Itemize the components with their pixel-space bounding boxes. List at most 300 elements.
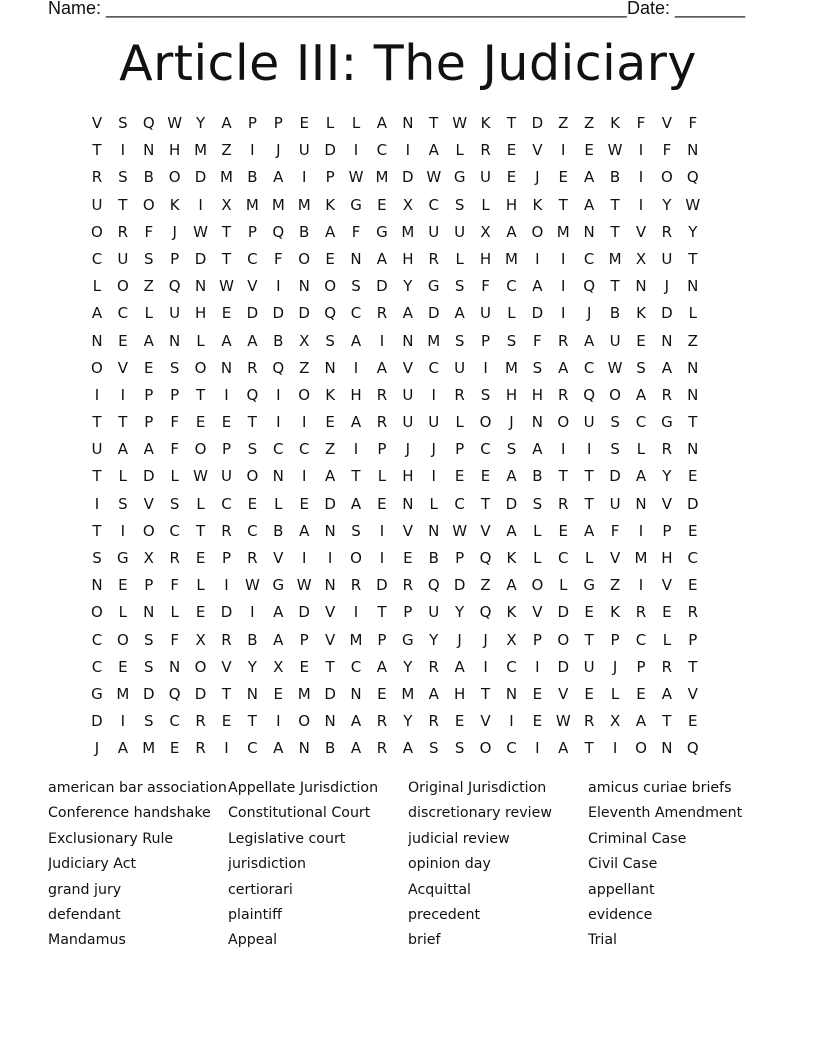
grid-letter: J [276,141,281,160]
grid-letter: H [402,249,414,268]
grid-letter: T [506,114,517,132]
word-bank-item: Acquittal [408,881,471,898]
grid-row [84,328,732,355]
grid-letter: A [428,141,439,160]
grid-letter: N [272,467,284,486]
grid-letter: L [170,603,179,622]
grid-letter: K [610,114,620,132]
grid-letter: I [561,277,566,296]
grid-letter: A [661,358,673,377]
grid-letter: L [559,576,568,595]
grid-letter: N [324,358,336,377]
grid-letter: I [353,603,359,622]
grid-letter: T [325,657,335,676]
grid-letter: U [480,168,492,187]
grid-letter: Q [168,277,181,296]
grid-letter: R [221,630,232,649]
grid-letter: D [272,304,285,323]
grid-letter: N [635,277,647,296]
word-bank-item: opinion day [408,856,491,873]
grid-letter: E [118,576,128,595]
grid-letter: D [142,467,155,486]
grid-letter: S [92,549,102,567]
grid-row [84,681,732,708]
grid-letter: Y [403,277,413,296]
word-bank-item: Trial [588,932,617,949]
grid-letter: U [609,494,621,513]
grid-letter: K [325,385,336,404]
grid-letter: V [635,222,647,241]
grid-letter: A [91,304,103,323]
grid-letter: M [245,195,259,214]
grid-letter: S [144,657,154,676]
grid-letter: F [688,114,698,132]
grid-letter: T [688,413,698,432]
grid-row [84,355,732,382]
grid-letter: A [350,739,362,758]
grid-letter: P [662,521,672,540]
grid-letter: H [479,249,492,268]
grid-letter: E [662,603,672,622]
grid-letter: I [120,385,126,404]
grid-letter: O [660,168,673,187]
grid-letter: A [273,630,284,649]
grid-letter: L [533,521,542,540]
grid-row [84,273,732,300]
grid-letter: E [325,413,335,432]
word-bank-item: judicial review [408,830,510,847]
grid-letter: F [662,141,672,160]
grid-letter: T [92,521,102,540]
grid-letter: C [635,413,647,432]
grid-letter: F [144,222,154,241]
grid-letter: K [506,603,517,622]
grid-letter: A [402,739,413,758]
grid-letter: V [324,630,336,649]
grid-row [84,599,732,626]
word-bank-item: Judiciary Act [48,856,137,873]
grid-letter: M [194,141,208,160]
grid-letter: P [221,440,231,459]
grid-letter: C [583,249,595,268]
grid-letter: U [402,385,414,404]
grid-letter: K [532,195,543,214]
grid-letter: X [273,657,284,676]
grid-letter: B [532,467,543,486]
grid-letter: I [509,712,514,731]
grid-letter: O [298,385,311,404]
grid-letter: R [402,576,414,595]
word-bank-item: brief [408,932,441,949]
grid-letter: T [662,712,672,731]
grid-letter: M [349,630,363,649]
grid-letter: T [480,684,491,703]
grid-letter: R [558,331,569,350]
grid-letter: D [324,494,336,513]
grid-letter: U [91,440,103,459]
grid-letter: F [481,277,490,296]
grid-letter: X [609,712,621,731]
word-bank-item: defendant [48,906,121,923]
grid-letter: T [480,494,491,513]
grid-letter: D [557,657,570,676]
grid-letter: I [120,521,126,540]
grid-letter: D [194,684,207,703]
grid-letter: O [479,739,492,758]
grid-letter: C [480,440,491,459]
grid-letter: M [297,684,311,703]
grid-letter: D [531,304,544,323]
grid-letter: E [221,413,232,432]
grid-letter: S [247,440,258,459]
grid-letter: I [483,358,488,377]
grid-letter: Q [142,114,155,132]
grid-letter: Z [584,114,595,132]
header [48,0,748,20]
grid-letter: U [428,222,440,241]
grid-letter: I [638,141,644,160]
grid-letter: N [687,141,699,160]
grid-letter: J [586,304,592,323]
grid-row [84,491,732,518]
grid-letter: V [687,684,698,703]
grid-letter: I [224,576,229,595]
grid-letter: M [504,249,518,268]
grid-letter: C [428,358,439,377]
grid-letter: V [661,576,673,595]
grid-letter: B [273,521,284,540]
grid-letter: W [607,141,623,160]
grid-letter: Z [609,576,621,595]
grid-letter: Q [272,222,285,241]
grid-letter: C [273,440,284,459]
grid-letter: T [92,467,102,486]
grid-letter: H [661,549,673,567]
grid-letter: C [247,249,258,268]
grid-letter: D [246,304,259,323]
grid-letter: J [94,739,100,758]
grid-letter: N [661,331,673,350]
grid-letter: E [584,603,594,622]
grid-letter: V [221,657,232,676]
word-bank-item: grand jury [48,881,122,898]
grid-letter: D [376,576,388,595]
grid-row [84,300,732,327]
grid-letter: D [220,603,233,622]
grid-letter: C [583,358,595,377]
grid-letter: L [455,249,464,268]
grid-letter: D [324,684,336,703]
grid-letter: I [301,168,307,187]
grid-letter: T [610,195,620,214]
grid-letter: N [169,331,181,350]
grid-letter: M [556,222,570,241]
grid-letter: I [94,385,100,404]
grid-letter: W [193,467,208,486]
grid-letter: A [221,331,232,350]
grid-letter: D [298,304,310,323]
grid-letter: G [402,630,414,649]
grid-row [84,219,732,246]
grid-letter: E [688,712,698,731]
grid-letter: X [480,222,491,241]
grid-letter: Z [143,277,154,296]
word-bank-item: Original Jurisdiction [408,780,547,796]
grid-letter: Q [272,358,285,377]
grid-letter: M [297,195,311,214]
grid-letter: E [403,549,413,567]
grid-letter: F [170,630,179,649]
grid-letter: R [428,657,439,676]
grid-letter: L [507,304,516,323]
grid-letter: R [350,576,362,595]
grid-letter: C [247,739,258,758]
grid-letter: P [247,114,257,132]
grid-letter: T [558,195,568,214]
grid-letter: A [324,467,336,486]
grid-letter: O [91,222,103,241]
grid-letter: F [170,440,179,459]
grid-letter: A [635,467,647,486]
letter-grid [84,110,732,763]
word-bank-item: amicus curiae briefs [588,780,732,796]
grid-letter: L [584,549,594,567]
grid-letter: F [273,249,283,268]
word-bank-row [48,878,768,903]
grid-letter: I [431,385,436,404]
grid-letter: X [506,630,517,649]
grid-letter: E [195,603,206,622]
grid-letter: Y [403,657,413,676]
grid-letter: R [558,385,569,404]
grid-letter: I [301,413,307,432]
grid-letter: G [350,195,362,214]
grid-letter: A [506,222,517,241]
grid-letter: T [610,277,620,296]
grid-letter: B [324,739,336,758]
grid-letter: W [167,114,183,132]
grid-letter: R [376,413,388,432]
name-field-label: Name: ____________________________________________________ [48,0,627,18]
grid-letter: U [583,657,595,676]
grid-letter: A [117,739,128,758]
grid-letter: E [584,684,594,703]
grid-letter: R [661,440,673,459]
grid-letter: A [532,440,543,459]
grid-letter: D [142,684,155,703]
grid-letter: C [91,249,103,268]
word-bank-item: jurisdiction [228,856,307,873]
grid-letter: A [558,739,569,758]
grid-letter: U [117,249,129,268]
grid-letter: V [402,358,413,377]
grid-letter: A [350,331,362,350]
grid-letter: R [117,222,129,241]
grid-letter: N [661,739,673,758]
grid-letter: P [455,440,465,459]
grid-letter: G [453,168,466,187]
grid-letter: D [298,603,310,622]
grid-row [84,735,732,762]
grid-letter: C [558,549,569,567]
grid-letter: P [377,440,387,459]
grid-letter: N [687,358,699,377]
grid-letter: E [506,141,517,160]
grid-letter: W [296,576,312,595]
grid-letter: Z [324,440,336,459]
grid-letter: F [533,331,542,350]
grid-letter: E [299,114,309,132]
grid-letter: A [402,304,413,323]
word-bank-item: evidence [588,906,653,923]
grid-letter: T [429,114,439,132]
grid-letter: E [299,494,309,513]
grid-letter: P [144,413,154,432]
grid-letter: W [426,168,442,187]
grid-letter: S [636,358,646,377]
grid-letter: U [298,141,310,160]
grid-letter: B [428,549,439,567]
grid-letter: D [194,249,207,268]
grid-letter: N [194,277,207,296]
grid-letter: R [91,168,103,187]
grid-letter: N [298,739,310,758]
grid-letter: S [532,358,543,377]
grid-letter: U [220,467,232,486]
grid-letter: S [506,331,517,350]
grid-letter: C [350,657,362,676]
grid-letter: I [638,576,644,595]
grid-letter: C [169,712,180,731]
grid-letter: N [143,603,155,622]
grid-letter: E [558,168,568,187]
grid-letter: V [532,141,543,160]
grid-letter: R [480,141,491,160]
grid-letter: O [194,358,207,377]
grid-letter: Y [195,114,206,132]
grid-letter: D [427,304,440,323]
grid-letter: I [353,440,359,459]
grid-letter: I [224,739,229,758]
grid-letter: T [584,494,594,513]
grid-letter: Y [247,657,257,676]
grid-letter: P [377,630,387,649]
grid-letter: O [194,657,207,676]
grid-letter: P [170,249,180,268]
word-bank-item: Criminal Case [588,830,687,847]
grid-row [84,572,732,599]
grid-letter: P [299,630,309,649]
grid-letter: N [687,440,699,459]
grid-letter: H [402,467,414,486]
grid-letter: V [532,603,543,622]
grid-letter: J [612,657,618,676]
grid-letter: W [193,222,208,241]
grid-letter: G [272,576,285,595]
grid-letter: N [402,114,414,132]
grid-letter: T [195,385,206,404]
grid-letter: U [428,413,440,432]
grid-letter: E [377,684,387,703]
grid-letter: C [247,521,258,540]
grid-letter: T [610,222,620,241]
grid-letter: E [247,494,258,513]
grid-letter: O [479,413,492,432]
grid-letter: Z [687,331,698,350]
word-bank [48,776,768,954]
grid-letter: D [609,467,621,486]
grid-letter: B [609,304,621,323]
grid-letter: G [427,277,440,296]
page-title: Article III: The Judiciary [119,35,697,92]
grid-letter: I [535,739,540,758]
grid-letter: A [376,249,388,268]
grid-letter: N [324,521,336,540]
grid-letter: L [196,494,205,513]
grid-letter: U [480,304,492,323]
grid-letter: V [661,114,673,132]
grid-letter: J [172,222,177,241]
grid-letter: S [454,195,465,214]
grid-letter: U [454,222,466,241]
grid-letter: Q [168,684,181,703]
grid-letter: N [91,331,103,350]
grid-row [84,463,732,490]
grid-letter: C [635,630,647,649]
grid-letter: Z [299,358,310,377]
grid-letter: U [583,413,595,432]
grid-letter: O [298,712,311,731]
grid-row [84,164,732,191]
grid-letter: T [195,521,206,540]
grid-letter: I [276,712,281,731]
word-bank-item: discretionary review [408,805,552,822]
grid-letter: A [117,440,128,459]
grid-letter: U [661,249,673,268]
grid-letter: E [377,195,387,214]
grid-letter: T [688,657,698,676]
grid-letter: L [533,549,542,567]
grid-row [84,627,732,654]
grid-letter: P [170,385,180,404]
grid-letter: D [505,494,518,513]
grid-letter: H [169,141,181,160]
grid-letter: D [376,277,388,296]
grid-letter: K [480,114,491,132]
grid-letter: N [91,576,103,595]
word-bank-row [48,801,768,826]
grid-letter: M [271,195,285,214]
grid-letter: A [584,195,595,214]
grid-letter: H [505,385,518,404]
grid-letter: J [664,277,670,296]
grid-letter: P [481,331,491,350]
grid-letter: W [452,114,468,132]
grid-letter: R [195,712,206,731]
grid-letter: N [402,494,414,513]
grid-letter: F [170,576,179,595]
grid-letter: G [376,222,388,241]
grid-letter: L [118,603,128,622]
grid-letter: V [324,603,336,622]
grid-letter: R [376,385,388,404]
grid-letter: P [610,630,620,649]
grid-letter: S [118,494,128,513]
grid-letter: I [561,249,566,268]
grid-letter: C [91,630,103,649]
grid-letter: S [610,413,620,432]
grid-letter: O [531,576,544,595]
